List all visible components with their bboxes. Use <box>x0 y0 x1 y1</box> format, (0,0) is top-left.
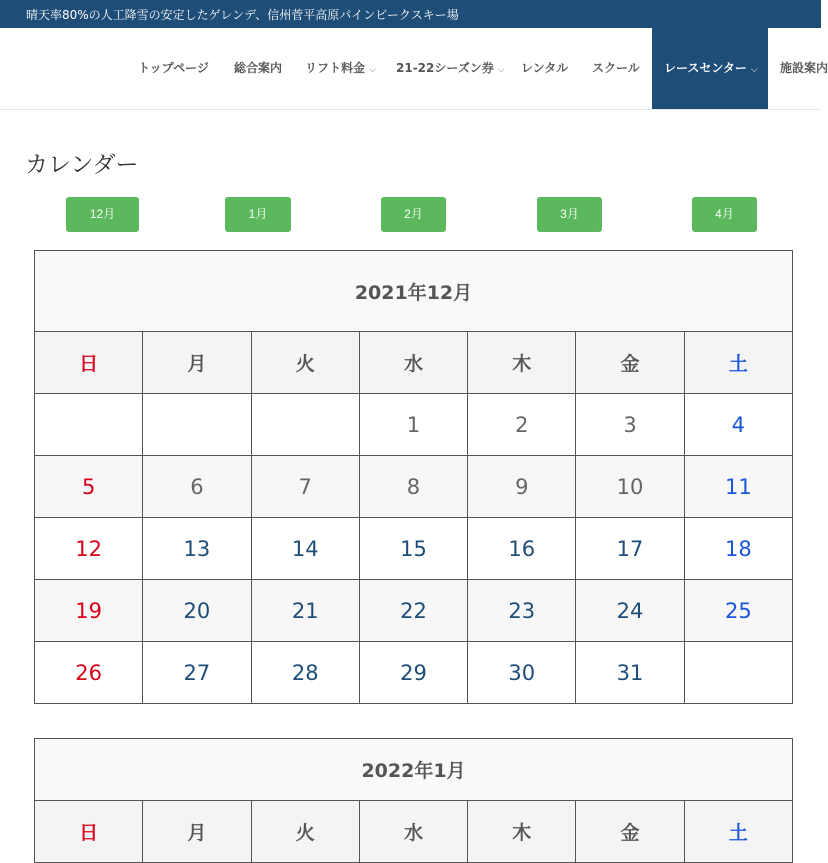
month-button-feb[interactable]: 2月 <box>381 197 446 232</box>
calendar-december <box>34 250 793 704</box>
site-header <box>0 28 828 110</box>
nav-label: 21-22シーズン券 <box>396 61 494 75</box>
nav-label: 施設案内 <box>780 61 828 75</box>
nav-label: レースセンター <box>664 61 747 75</box>
calendar-day: 27 <box>143 642 251 704</box>
calendar-day: 9 <box>468 456 576 518</box>
weekday-header-sun: 日 <box>35 332 143 394</box>
weekday-header-mon: 月 <box>143 801 251 863</box>
calendar-day <box>35 394 143 456</box>
calendar-day: 24 <box>576 580 684 642</box>
calendar-week <box>35 642 793 704</box>
month-button-mar[interactable]: 3月 <box>537 197 602 232</box>
calendar-day: 7 <box>251 456 359 518</box>
nav-label: レンタル <box>521 61 569 75</box>
calendar-day: 21 <box>251 580 359 642</box>
calendar-day: 10 <box>576 456 684 518</box>
calendar-january <box>34 738 793 863</box>
weekday-header-sat: 土 <box>684 801 792 863</box>
calendar-day: 8 <box>359 456 467 518</box>
month-button-dec[interactable]: 12月 <box>66 197 139 232</box>
nav-label: スクール <box>592 61 640 75</box>
calendar-day: 19 <box>35 580 143 642</box>
weekday-header-thu: 木 <box>468 801 576 863</box>
nav-label: 総合案内 <box>234 61 283 75</box>
calendar-day: 31 <box>576 642 684 704</box>
nav-item-rental[interactable] <box>521 28 568 109</box>
chevron-down-icon: ⌵ <box>369 65 376 75</box>
calendar-day: 30 <box>468 642 576 704</box>
chevron-down-icon: ⌵ <box>497 65 505 75</box>
calendar-title: 2022年1月 <box>35 739 793 801</box>
calendar-title: 2021年12月 <box>35 251 793 332</box>
nav-item-lift-price[interactable] <box>305 28 376 109</box>
top-info-bar <box>0 0 821 28</box>
calendar-day: 1 <box>359 394 467 456</box>
chevron-down-icon: ⌵ <box>750 65 758 75</box>
month-button-apr[interactable]: 4月 <box>692 197 757 232</box>
weekday-header-tue: 火 <box>251 332 359 394</box>
calendar-day <box>251 394 359 456</box>
weekday-header-sun: 日 <box>35 801 143 863</box>
month-button-jan[interactable]: 1月 <box>225 197 291 232</box>
top-info-text: 晴天率80%の人工降雪の安定したゲレンデ、信州菅平高原パインビークスキー場 <box>26 8 459 22</box>
calendar-day: 15 <box>359 518 467 580</box>
nav-item-top[interactable] <box>138 28 209 109</box>
weekday-header-tue: 火 <box>251 801 359 863</box>
calendar-week <box>35 518 793 580</box>
calendar-day: 4 <box>684 394 792 456</box>
calendar-day: 29 <box>359 642 467 704</box>
calendar-day: 14 <box>251 518 359 580</box>
calendar-day: 22 <box>359 580 467 642</box>
weekday-header-fri: 金 <box>576 801 684 863</box>
nav-item-facilities[interactable] <box>780 28 828 109</box>
weekday-header-wed: 水 <box>359 332 467 394</box>
page-title: カレンダー <box>25 152 139 178</box>
nav-label: リフト料金 <box>305 61 366 75</box>
weekday-header-mon: 月 <box>143 332 251 394</box>
calendar-day: 6 <box>143 456 251 518</box>
calendar-day: 28 <box>251 642 359 704</box>
nav-label: トップページ <box>138 61 209 75</box>
nav-item-season-pass[interactable] <box>396 28 505 109</box>
calendar-day: 11 <box>684 456 792 518</box>
calendar-day: 2 <box>468 394 576 456</box>
calendar-day: 12 <box>35 518 143 580</box>
calendar-day: 3 <box>576 394 684 456</box>
weekday-header-fri: 金 <box>576 332 684 394</box>
calendar-week <box>35 580 793 642</box>
calendar-day: 23 <box>468 580 576 642</box>
nav-item-school[interactable] <box>592 28 640 109</box>
calendar-day: 25 <box>684 580 792 642</box>
calendar-day: 18 <box>684 518 792 580</box>
weekday-header-wed: 水 <box>359 801 467 863</box>
calendar-day: 20 <box>143 580 251 642</box>
nav-item-guide[interactable] <box>234 28 282 109</box>
nav-item-race-center[interactable] <box>652 28 768 109</box>
calendar-day: 26 <box>35 642 143 704</box>
calendar-day: 17 <box>576 518 684 580</box>
calendar-week <box>35 456 793 518</box>
weekday-header-thu: 木 <box>468 332 576 394</box>
main-nav <box>0 28 828 109</box>
calendar-week <box>35 394 793 456</box>
calendar-day: 13 <box>143 518 251 580</box>
calendar-day: 5 <box>35 456 143 518</box>
calendar-day: 16 <box>468 518 576 580</box>
weekday-header-sat: 土 <box>684 332 792 394</box>
calendar-day <box>143 394 251 456</box>
calendar-day <box>684 642 792 704</box>
